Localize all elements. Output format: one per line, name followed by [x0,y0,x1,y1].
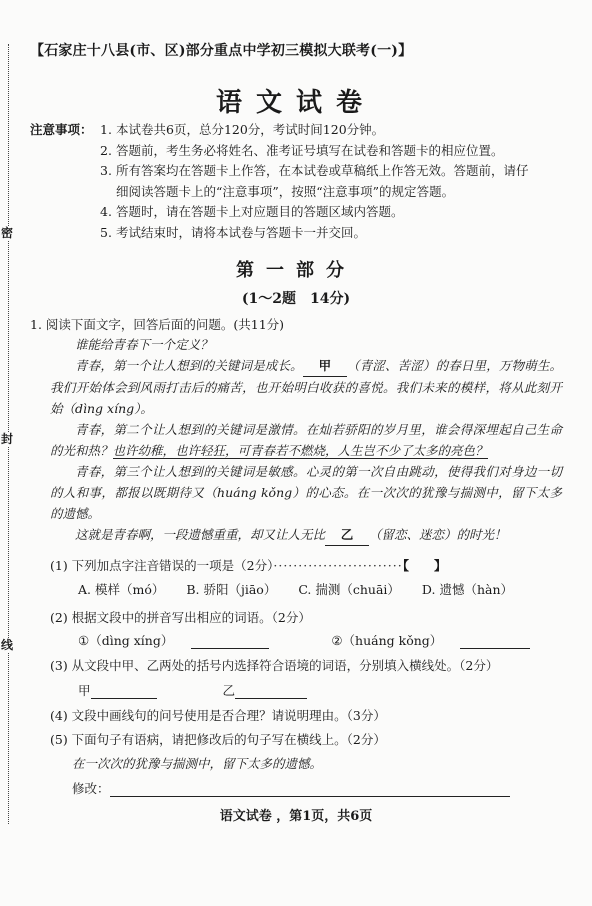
option-c: C. 揣测（chuāi） [298,582,400,597]
answer-line[interactable] [460,635,530,649]
subquestion-1-options [78,580,531,598]
jia-label: 甲 [78,683,91,698]
subquestion-5: (5) 下面句子有语病，请把修改后的句子写在横线上。（2分） [50,732,386,747]
correction-row [72,779,510,797]
answer-line[interactable] [110,783,510,797]
answer-line[interactable] [191,635,269,649]
correction-label: 修改： [72,781,110,796]
answer-bracket[interactable]: 【 】 [402,558,447,573]
subquestion-1: (1) 下列加点字注音错误的一项是（2分）··························【 】 [50,558,447,573]
notes-item: 2. 答题前，考生务必将姓名、准考证号填写在试卷和答题卡的相应位置。 [100,142,504,158]
passage-paragraph: 青春，第三个让人想到的关键词是敏感。心灵的第一次自由跳动，使得我们对身边一切的人和事，都报以既期待又（huáng kǒng）的心态。在一次次的犹豫与揣测中，留下太多的遗憾。 [50,464,562,521]
passage-paragraph: 青春，第一个让人想到的关键词是成长。 甲 （青涩、苦涩）的春日里，万物萌生。我们开始体会到风雨打击后的痛苦，也开始明白收获的喜悦。我们未来的模样，将从此刻开始（dìng xíng）。 [50,355,562,419]
binding-mark-mi: 密 [1,226,14,240]
notes-lead: 注意事项： [30,122,93,137]
blank-jia: 甲 [303,355,347,377]
exam-header: 【石家庄十八县(市、区)部分重点中学初三模拟大联考(一)】 [30,43,413,59]
notes-item: 3. 所有答案均在答题卡上作答，在本试卷或草稿纸上作答无效。答题前，请仔 [100,163,529,178]
section-subtitle: (1～2题 14分) [241,291,351,307]
passage-paragraph: 这就是青春啊，一段遗憾重重，却又让人无比 乙 （留恋、迷恋）的时光！ [50,524,562,546]
underlined-sentence: 也许幼稚，也许轻狂，可青春若不燃烧，人生岂不少了太多的亮色？ [112,443,488,458]
page-footer: 语文试卷 ，第1页，共6页 [219,809,373,824]
passage-paragraph: 谁能给青春下一个定义？ [75,337,213,352]
option-a: A. 模样（mó） [78,582,165,597]
leader-dots: ·························· [273,558,403,573]
exam-notes [30,120,575,243]
pinyin-prompt-a: ①（dìng xíng） [78,633,174,648]
section-title: 第一部分 [236,260,356,281]
option-d: D. 遗憾（hàn） [421,582,513,597]
subquestion-4: (4) 文段中画线句的问号使用是否合理？请说明理由。（3分） [50,708,386,723]
subquestion-2-answers [78,631,548,649]
pinyin-prompt-b: ②（huáng kǒng） [331,633,443,648]
yi-label: 乙 [222,683,236,698]
answer-line[interactable] [235,685,307,699]
answer-line[interactable] [91,685,157,699]
exam-title: 语文试卷 [215,88,376,118]
subquestion-3: (3) 从文段中甲、乙两处的括号内选择符合语境的词语，分别填入横线处。（2分） [50,658,499,673]
subquestion-2: (2) 根据文段中的拼音写出相应的词语。（2分） [50,610,311,625]
notes-item: 4. 答题时，请在答题卡上对应题目的答题区域内答题。 [100,204,404,219]
notes-item: 5. 考试结束时，请将本试卷与答题卡一并交回。 [100,224,367,240]
reading-passage [50,334,562,546]
passage-paragraph: 青春，第二个让人想到的关键词是激情。在灿若骄阳的岁月里，谁会得深埋起自己生命的光和热？也许幼稚，也许轻狂，可青春若不燃烧，人生岂不少了太多的亮色？ [50,422,562,458]
question-stem: 1. 阅读下面文字，回答后面的问题。(共11分) [30,317,285,332]
subquestion-3-answers [78,681,325,699]
notes-item: 1. 本试卷共6页，总分120分，考试时间120分钟。 [100,122,385,137]
binding-mark-xian: 线 [1,638,14,652]
binding-mark-feng: 封 [1,432,14,446]
option-b: B. 骄阳（jiāo） [186,582,277,597]
notes-item-continuation: 细阅读答题卡上的“注意事项”，按照“注意事项”的规定答题。 [116,183,455,199]
blank-yi: 乙 [325,524,369,546]
faulty-sentence: 在一次次的犹豫与揣测中，留下太多的遗憾。 [72,756,323,771]
